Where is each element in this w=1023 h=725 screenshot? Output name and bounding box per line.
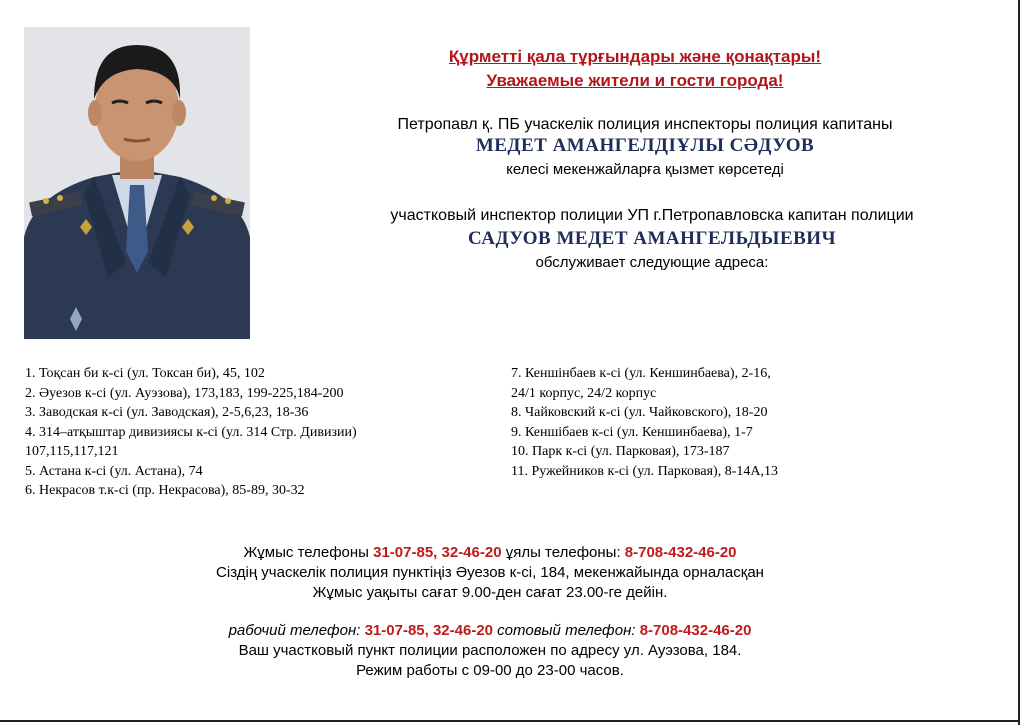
address-item: 107,115,117,121: [25, 444, 119, 459]
kz-mobile-phone: 8-708-432-46-20: [624, 544, 737, 561]
kz-phone-line: [120, 543, 860, 563]
ru-location: Ваш участковый пункт полиции расположен по адресу ул. Ауэзова, 184.: [238, 642, 742, 659]
ru-mobile-phone: 8-708-432-46-20: [639, 622, 752, 639]
address-item: 10. Парк к-сі (ул. Парковая), 173-187: [511, 444, 730, 459]
address-item: 2. Әуезов к-сі (ул. Ауэзова), 173,183, 199-225,184-200: [25, 385, 344, 401]
ru-inspector-title: участковый инспектор полиции УП г.Петропавловска капитан полиции: [390, 207, 914, 224]
kz-greeting: Құрметті қала тұрғындары және қонақтары!: [448, 47, 822, 66]
kz-work-phone-label: Жұмыс телефоны: [243, 544, 374, 561]
ru-service-note: обслуживает следующие адреса:: [535, 254, 769, 271]
address-item: 7. Кеншінбаев к-сі (ул. Кеншинбаева), 2-16,: [511, 366, 771, 381]
ru-hours: Режим работы с 09-00 до 23-00 часов.: [356, 662, 624, 679]
ru-work-phone-label: рабочий телефон:: [228, 622, 365, 639]
kz-location: Сіздің учаскелік полиция пунктіңіз Әуезов к-сі, 184, мекенжайында орналасқан: [216, 564, 764, 581]
page-border-right: [1018, 0, 1020, 725]
address-item: 6. Некрасов т.к-сі (пр. Некрасова), 85-89, 30-32: [25, 483, 305, 498]
kz-hours: Жұмыс уақыты сағат 9.00-ден сағат 23.00-ге дейін.: [312, 584, 668, 601]
address-item: 1. Тоқсан би к-сі (ул. Токсан би), 45, 102: [25, 366, 265, 381]
address-item: 5. Астана к-сі (ул. Астана), 74: [25, 463, 203, 479]
address-list-right: [511, 364, 871, 481]
kz-inspector-title: Петропавл қ. ПБ учаскелік полиция инспекторы полиция капитаны: [397, 116, 893, 133]
inspector-photo: [24, 27, 250, 339]
kz-work-phones: 31-07-85, 32-46-20: [373, 544, 502, 561]
address-item: 9. Кеншібаев к-сі (ул. Кеншинбаева), 1-7: [511, 424, 753, 440]
kz-service-note: келесі мекенжайларға қызмет көрсетеді: [506, 161, 784, 178]
address-item: 3. Заводская к-сі (ул. Заводская), 2-5,6,23, 18-36: [25, 405, 309, 420]
page-border-bottom: [0, 720, 1020, 722]
address-item: 4. 314–атқыштар дивизиясы к-сі (ул. 314 Стр. Дивизии): [25, 424, 357, 440]
ru-mobile-label: сотовый телефон:: [493, 622, 640, 639]
inspector-portrait: [24, 27, 250, 339]
ru-phone-line: [120, 621, 860, 641]
kz-mobile-label: ұялы телефоны:: [501, 544, 625, 561]
ru-work-phones: 31-07-85, 32-46-20: [364, 622, 494, 639]
address-list-left: [25, 364, 465, 501]
address-item: 11. Ружейников к-сі (ул. Парковая), 8-14А,13: [511, 463, 778, 479]
address-item: 8. Чайковский к-сі (ул. Чайковского), 18-20: [511, 405, 768, 420]
ru-greeting: Уважаемые жители и гости города!: [486, 71, 784, 90]
kz-inspector-name: МЕДЕТ АМАНГЕЛДІҰЛЫ СӘДУОВ: [475, 135, 815, 156]
address-item: 24/1 корпус, 24/2 корпус: [511, 385, 657, 401]
ru-inspector-name: САДУОВ МЕДЕТ АМАНГЕЛЬДЫЕВИЧ: [467, 228, 837, 249]
